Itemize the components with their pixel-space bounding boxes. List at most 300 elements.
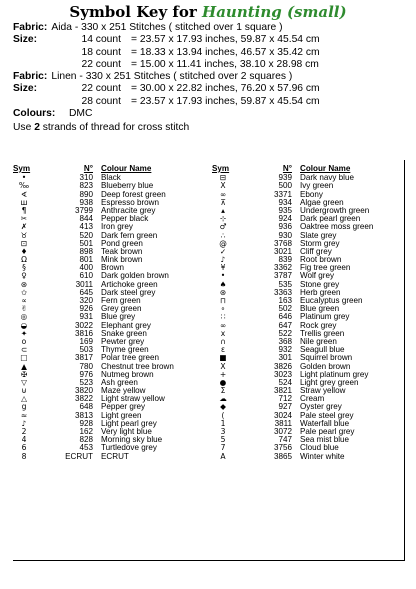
colour-name-cell: Storm grey (300, 239, 340, 248)
colour-name-cell: Cream (300, 395, 325, 404)
fabric-desc: Aida - 330 x 251 Stitches ( stitched over 1 square ) (51, 22, 283, 33)
symbol-cell: ● (219, 377, 227, 387)
table-row (212, 281, 402, 289)
number-cell: 3011 (75, 279, 93, 289)
number-cell: 3826 (273, 361, 292, 371)
symbol-cell: 8 (21, 451, 27, 461)
symbol-cell: ⊡ (20, 238, 28, 248)
symbol-cell: ♉ (20, 230, 28, 240)
colour-name-cell: Seagull blue (300, 346, 345, 355)
colour-name-cell: Turtledove grey (101, 444, 157, 453)
header-sym: Sym (13, 164, 31, 173)
colour-name-cell: Snake green (101, 329, 147, 338)
table-header (13, 165, 203, 174)
table-row (13, 215, 203, 223)
symbol-cell: Ω (21, 255, 27, 265)
number-cell: 3820 (74, 386, 93, 396)
symbol-cell: ≈ (20, 410, 28, 420)
table-row (13, 444, 203, 452)
number-cell: 524 (278, 377, 292, 387)
colour-name-cell: Nutmeg brown (101, 370, 154, 379)
number-cell: 890 (79, 189, 93, 199)
colour-name-cell: Blue green (300, 305, 340, 314)
number-cell: 453 (79, 443, 93, 453)
symbol-cell: ✗ (20, 222, 28, 232)
symbol-cell: ■ (219, 353, 227, 363)
table-row (212, 215, 402, 223)
symbol-cell: 1 (220, 418, 226, 428)
number-cell: 930 (278, 230, 292, 240)
number-cell: 898 (79, 246, 93, 256)
table-row (212, 453, 402, 461)
size-count: 22 count (81, 83, 121, 95)
symbol-cell: ☁ (219, 394, 227, 404)
title-prefix: Symbol Key for (69, 3, 197, 21)
colour-name-cell: Algae green (300, 198, 344, 207)
colour-name-cell: Dark golden brown (101, 272, 169, 281)
colour-name-cell: Rock grey (300, 321, 337, 330)
number-cell: 520 (79, 230, 93, 240)
symbol-cell: ♦ (20, 246, 28, 256)
colour-name-cell: Pepper black (101, 215, 149, 224)
thread-note-text: strands of thread for cross stitch (39, 122, 190, 134)
colour-name-cell: Light straw yellow (101, 395, 165, 404)
symbol-table-right (212, 165, 402, 461)
size-value: = 18.33 x 13.94 inches, 46.57 x 35.42 cm (131, 46, 320, 58)
symbol-cell: □ (20, 353, 28, 363)
table-row (13, 395, 203, 403)
colour-name-cell: Ebony (300, 190, 323, 199)
colour-name-cell: Espresso brown (101, 198, 160, 207)
colour-name-cell: Root brown (300, 256, 342, 265)
table-row (13, 297, 203, 305)
table-row (212, 256, 402, 264)
number-cell: 3865 (273, 451, 292, 461)
symbol-cell: ‰ (18, 181, 30, 191)
symbol-cell: o (21, 336, 27, 346)
number-cell: 523 (79, 377, 93, 387)
number-cell: 503 (79, 345, 93, 355)
table-row (13, 289, 203, 297)
number-cell: 610 (79, 271, 93, 281)
colour-name-cell: Dark steel grey (101, 288, 156, 297)
colour-name-cell: Pale steel grey (300, 411, 354, 420)
symbol-cell: ∝ (21, 296, 27, 305)
colour-name-cell: Anthracite grey (101, 206, 156, 215)
symbol-cell: A (220, 451, 226, 461)
table-row (212, 322, 402, 330)
number-cell: 932 (278, 345, 292, 355)
table-row (13, 371, 203, 379)
table-row (13, 248, 203, 256)
table-row (212, 412, 402, 420)
symbol-table-left (13, 165, 203, 461)
size-label: Size: (13, 83, 38, 95)
symbol-cell: ∢ (20, 189, 28, 199)
table-row (212, 182, 402, 190)
header-num: N° (83, 164, 93, 173)
number-cell: 3021 (273, 246, 292, 256)
colour-name-cell: Squirrel brown (300, 354, 353, 363)
table-row (212, 346, 402, 354)
symbol-cell: 4 (21, 435, 27, 445)
colour-name-cell: Cloud blue (300, 444, 339, 453)
number-cell: 400 (79, 263, 93, 273)
colour-name-cell: Herb green (300, 288, 341, 297)
number-cell: 935 (278, 205, 292, 215)
size-row (13, 83, 408, 95)
symbol-cell: • (21, 173, 27, 183)
colour-name-cell: Oyster grey (300, 403, 342, 412)
table-row (13, 363, 203, 371)
number-cell: 747 (278, 435, 292, 445)
colour-name-cell: Morning sky blue (101, 436, 163, 445)
table-header (212, 165, 402, 174)
colour-name-cell: Fig tree green (300, 264, 351, 273)
size-row (13, 96, 408, 108)
colour-name-cell: Elephant grey (101, 321, 151, 330)
colour-name-cell: Pond green (101, 239, 143, 248)
symbol-cell: ◎ (20, 312, 28, 322)
symbol-cell: ¥ (220, 263, 226, 273)
size-value: = 23.57 x 17.93 inches, 59.87 x 45.54 cm (131, 95, 320, 107)
table-row (13, 174, 203, 182)
size-count: 28 count (81, 95, 121, 107)
table-row (13, 272, 203, 280)
colour-name-cell: Cliff grey (300, 247, 332, 256)
colour-name-cell: Polar tree green (101, 354, 160, 363)
number-cell: 368 (278, 336, 292, 346)
table-row (13, 281, 203, 289)
number-cell: 976 (79, 369, 93, 379)
symbol-cell: 5 (220, 435, 226, 445)
table-row (13, 223, 203, 231)
table-row (212, 305, 402, 313)
size-row (13, 47, 408, 59)
number-cell: 3813 (74, 410, 93, 420)
colour-name-cell: Blueberry blue (101, 182, 154, 191)
colour-name-cell: Waterfall blue (300, 419, 350, 428)
table-row (13, 264, 203, 272)
symbol-cell: § (22, 263, 26, 273)
table-row (13, 199, 203, 207)
number-cell: 310 (79, 173, 93, 183)
colour-name-cell: Straw yellow (300, 387, 346, 396)
table-row (13, 379, 203, 387)
table-row (212, 223, 402, 231)
symbol-cell: X (220, 181, 226, 191)
table-row (212, 240, 402, 248)
symbol-cell: ♠ (219, 279, 227, 289)
colour-name-cell: Maze yellow (101, 387, 146, 396)
table-row (212, 191, 402, 199)
symbol-cell: ▴ (221, 205, 225, 215)
symbol-cell: ⊓ (220, 296, 226, 305)
colour-name-cell: Golden brown (300, 362, 351, 371)
table-row (212, 232, 402, 240)
number-cell: ECRUT (65, 451, 93, 461)
colour-name-cell: Deep forest green (101, 190, 166, 199)
symbol-cell: △ (21, 394, 27, 404)
colour-name-cell: Fern green (101, 297, 141, 305)
number-cell: 844 (79, 214, 93, 224)
number-cell: 3816 (74, 328, 93, 338)
fabric-label: Fabric: (13, 71, 48, 83)
number-cell: 927 (278, 402, 292, 412)
number-cell: 647 (278, 320, 292, 330)
header-name: Colour Name (300, 165, 351, 173)
symbol-cell: ◒ (20, 320, 28, 330)
colour-name-cell: Slate grey (300, 231, 337, 240)
table-row (13, 453, 203, 461)
colour-name-cell: Oaktree moss green (300, 223, 374, 232)
number-cell: 3024 (273, 410, 292, 420)
colour-name-cell: Light green (101, 411, 142, 420)
symbol-cell: ⊹ (219, 214, 227, 224)
table-row (13, 330, 203, 338)
table-row (212, 199, 402, 207)
colour-name-cell: Grey green (101, 305, 142, 314)
size-value: = 15.00 x 11.41 inches, 38.10 x 28.98 cm (131, 58, 319, 70)
table-row (13, 182, 203, 190)
symbol-cell: + (219, 369, 227, 379)
number-cell: 3363 (273, 287, 292, 297)
colour-name-cell: Dark pearl green (300, 215, 361, 224)
symbol-cell: • (220, 271, 226, 281)
colour-name-cell: Sea mist blue (300, 436, 350, 445)
symbol-cell: X (220, 361, 226, 371)
symbol-cell: ⊛ (20, 279, 28, 289)
number-cell: 3023 (273, 369, 292, 379)
number-cell: 934 (278, 197, 292, 207)
symbol-cell: ✠ (20, 369, 28, 379)
fabric-info (13, 22, 408, 135)
fabric-row (13, 22, 408, 34)
colour-name-cell: Trellis green (300, 329, 345, 338)
table-row (212, 444, 402, 452)
number-cell: 162 (79, 427, 93, 436)
symbol-cell: 3 (220, 427, 226, 436)
number-cell: 801 (79, 255, 93, 265)
number-cell: 648 (79, 402, 93, 412)
thread-note-text: Use (13, 122, 35, 134)
size-row (13, 34, 408, 46)
colour-name-cell: Undergrowth green (300, 206, 370, 215)
number-cell: 938 (79, 197, 93, 207)
symbol-cell: ∞ (219, 320, 227, 330)
number-cell: 939 (278, 173, 292, 183)
strand-count: 2 (34, 122, 40, 134)
number-cell: 535 (278, 279, 292, 289)
colour-name-cell: Iron grey (101, 223, 133, 232)
number-cell: 712 (278, 394, 292, 404)
colour-name-cell: Light grey green (300, 378, 359, 387)
table-row (13, 256, 203, 264)
number-cell: 928 (79, 418, 93, 428)
table-row (212, 174, 402, 182)
colour-name-cell: Pale pearl grey (300, 428, 355, 436)
number-cell: 3022 (74, 320, 93, 330)
size-row (13, 59, 408, 71)
colour-name-cell: Winter white (300, 452, 345, 461)
symbol-cell: ♪ (21, 418, 27, 428)
colour-name-cell: Artichoke green (101, 280, 158, 289)
colour-name-cell: Black (101, 174, 121, 183)
page-title (0, 3, 416, 21)
number-cell: 645 (79, 287, 93, 297)
table-row (13, 420, 203, 428)
fabric-label: Fabric: (13, 22, 48, 33)
header-sym: Sym (212, 164, 230, 173)
table-row (212, 207, 402, 215)
colour-name-cell: Platinum grey (300, 313, 350, 322)
table-row (13, 240, 203, 248)
table-row (212, 297, 402, 305)
symbol-cell: ⊟ (219, 173, 227, 183)
table-row (212, 387, 402, 395)
symbol-cell: ♪ (220, 255, 226, 265)
table-row (212, 354, 402, 362)
table-row (212, 313, 402, 321)
header-name: Colour Name (101, 165, 152, 173)
symbol-cell: ◆ (220, 402, 226, 412)
symbol-cell: ¶ (21, 205, 27, 215)
number-cell: 501 (79, 238, 93, 248)
table-row (13, 412, 203, 420)
size-count: 18 count (81, 46, 121, 58)
symbol-cell: ∩ (220, 336, 226, 346)
colour-name-cell: ECRUT (101, 452, 129, 461)
number-cell: 3768 (273, 238, 292, 248)
table-row (13, 232, 203, 240)
symbol-cell: @ (219, 238, 227, 248)
symbol-cell: ( (221, 410, 225, 420)
table-row (13, 428, 203, 436)
symbol-cell: 6 (21, 443, 27, 453)
symbol-cell: ⊂ (20, 345, 28, 355)
number-cell: 169 (79, 336, 93, 346)
colour-name-cell: Pepper grey (101, 403, 146, 412)
colour-name-cell: Eucalyptus green (300, 297, 363, 305)
symbol-cell: ⊛ (219, 287, 227, 297)
symbol-cell: ▲ (21, 361, 27, 371)
table-row (212, 289, 402, 297)
symbol-cell: ∷ (220, 312, 226, 322)
thread-note (13, 122, 408, 134)
symbol-cell: ♀ (21, 271, 27, 281)
symbol-cell: ε (220, 345, 226, 355)
colour-name-cell: Ash green (101, 378, 138, 387)
table-row (13, 387, 203, 395)
number-cell: 936 (278, 222, 292, 232)
symbol-cell: ∴ (220, 230, 226, 240)
number-cell: 3362 (273, 263, 292, 273)
number-cell: 646 (278, 312, 292, 322)
fabric-row (13, 71, 408, 83)
colours-row (13, 108, 408, 120)
table-row (13, 403, 203, 411)
table-row (212, 363, 402, 371)
size-label: Size: (13, 34, 38, 46)
table-row (13, 305, 203, 313)
colour-name-cell: Stone grey (300, 280, 340, 289)
table-row (212, 436, 402, 444)
number-cell: 3799 (74, 205, 93, 215)
number-cell: 3817 (74, 353, 93, 363)
number-cell: 828 (79, 435, 93, 445)
colour-name-cell: Light platinum grey (300, 370, 369, 379)
number-cell: 931 (79, 312, 93, 322)
colour-name-cell: Brown (101, 264, 124, 273)
table-row (13, 207, 203, 215)
colour-name-cell: Teak brown (101, 247, 143, 256)
symbol-cell: ✩ (20, 287, 28, 297)
number-cell: 926 (79, 304, 93, 314)
number-cell: 3822 (74, 394, 93, 404)
number-cell: 413 (79, 222, 93, 232)
number-cell: 3371 (273, 189, 292, 199)
header-num: N° (282, 164, 292, 173)
size-count: 22 count (81, 58, 121, 70)
colour-name-cell: Dark navy blue (300, 174, 354, 183)
symbol-cell: ✦ (20, 328, 28, 338)
design-name: Haunting (small) (202, 3, 347, 21)
symbol-cell: 7 (220, 443, 226, 453)
colours-label: Colours: (13, 108, 56, 120)
table-row (212, 428, 402, 436)
symbol-cell: ш (20, 197, 28, 207)
colour-name-cell: Light pearl grey (101, 419, 157, 428)
colour-name-cell: Nile green (300, 337, 337, 346)
number-cell: 320 (79, 296, 93, 305)
colour-name-cell: Ivy green (300, 182, 334, 191)
colour-name-cell: Pewter grey (101, 337, 145, 346)
colour-name-cell: Thyme green (101, 346, 149, 355)
colours-value: DMC (69, 108, 93, 120)
size-value: = 23.57 x 17.93 inches, 59.87 x 45.54 cm (131, 34, 320, 46)
size-value: = 30.00 x 22.82 inches, 76.20 x 57.96 cm (131, 83, 320, 95)
table-row (13, 322, 203, 330)
colour-name-cell: Chestnut tree brown (101, 362, 174, 371)
table-row (212, 272, 402, 280)
symbol-cell: x (220, 328, 226, 338)
number-cell: 823 (79, 181, 93, 191)
number-cell: 522 (278, 328, 292, 338)
table-row (212, 403, 402, 411)
number-cell: 839 (278, 255, 292, 265)
symbol-cell: ▽ (21, 377, 27, 387)
table-row (13, 436, 203, 444)
table-row (13, 191, 203, 199)
symbol-cell: ∘ (220, 304, 226, 314)
colour-name-cell: Dark fern green (101, 231, 158, 240)
number-cell: 500 (278, 181, 292, 191)
number-cell: 163 (278, 296, 292, 305)
table-row (13, 354, 203, 362)
table-row (212, 371, 402, 379)
table-row (212, 264, 402, 272)
number-cell: 3072 (273, 427, 292, 436)
symbol-cell: ✂ (20, 214, 28, 224)
symbol-cell: ✌ (20, 304, 28, 314)
table-row (13, 346, 203, 354)
symbol-cell: ✓ (219, 246, 227, 256)
symbol-cell: 2 (21, 427, 27, 436)
symbol-cell: Σ (220, 386, 226, 396)
number-cell: 780 (79, 361, 93, 371)
table-row (212, 395, 402, 403)
symbol-cell: g (21, 402, 27, 412)
